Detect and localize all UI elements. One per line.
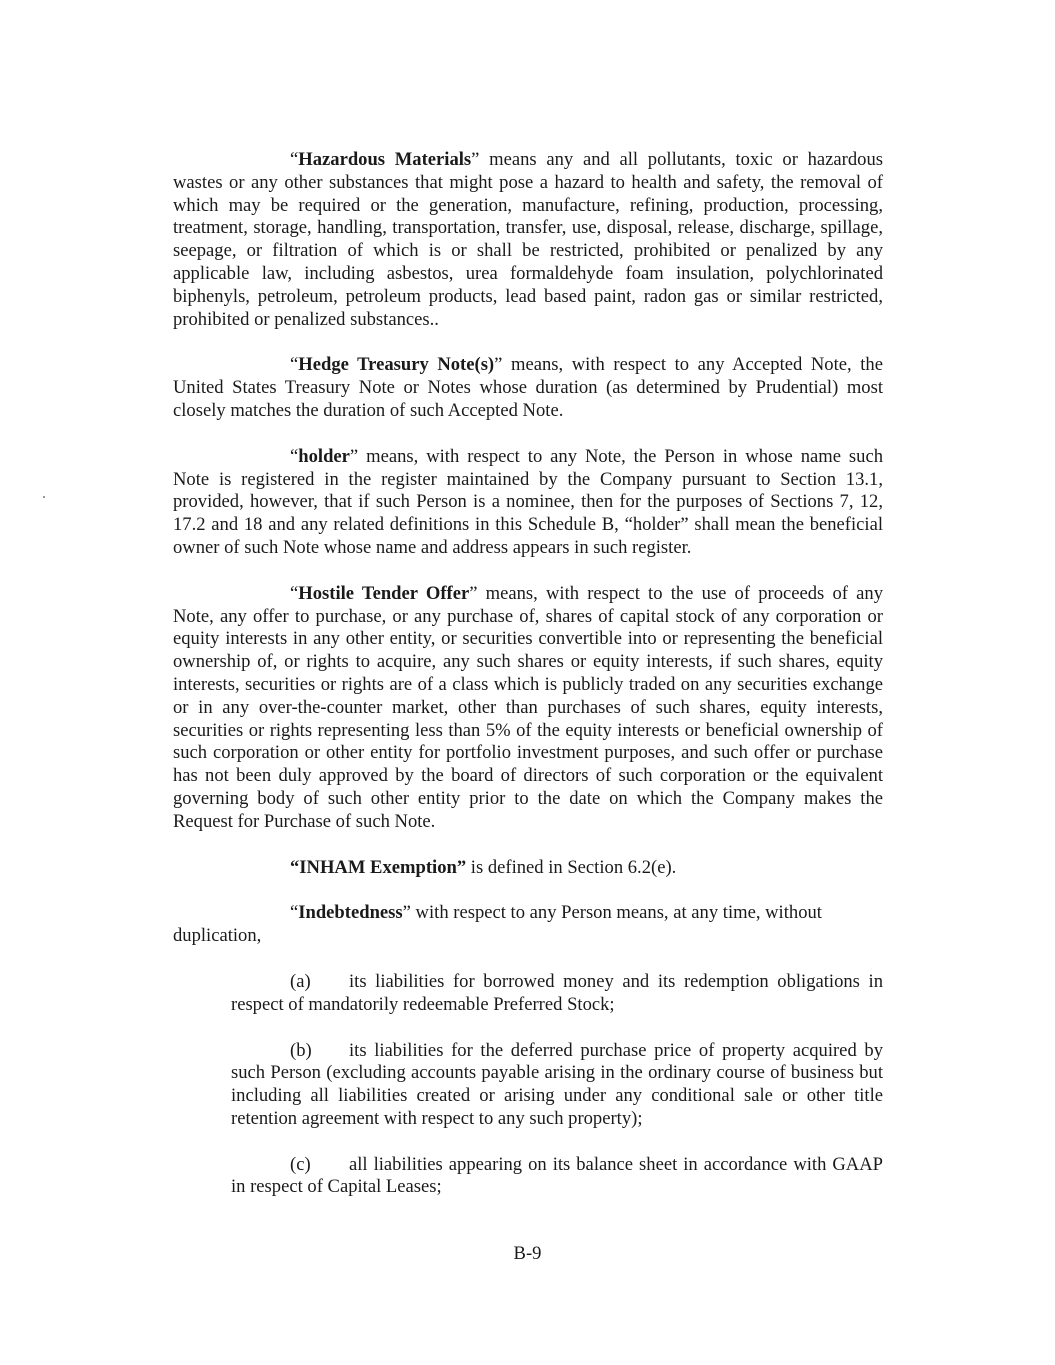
term-holder: holder (298, 445, 350, 467)
definition-inham-exemption (173, 857, 883, 880)
subclause-c (231, 1154, 883, 1200)
subclause-text-a: its liabilities for borrowed money and its redemption obligations in respect of mandatorily redeemable Preferred Stock; (231, 970, 883, 1015)
term-hedge-treasury-notes: Hedge Treasury Note(s) (298, 354, 495, 376)
definition-holder: “holder” means, with respect to any Note, the Person in whose name such Note is registered in the register maintained by the Company pursuant to Section 13.1, provided, however, that if such Person is a nominee, then for the purposes of Sections 7, 12, 17.2 and 18 and any related definitions in this Schedule B, “holder” shall mean the beneficial owner of such Note whose name and address appears in such register. (173, 445, 883, 558)
subclause-text-b: its liabilities for the deferred purchase price of property acquired by such Person (excluding accounts payable arising in the ordinary course of business but including all liabilities created or arising under any conditional sale or other title retention agreement with respect to any such property); (231, 1039, 883, 1129)
term-hostile-tender-offer: Hostile Tender Offer (298, 582, 470, 604)
definition-body-indebtedness: with respect to any Person means, at any time, without (410, 902, 822, 924)
definition-body-hostile-tender-offer: means, with respect to the use of proceeds of any Note, any offer to purchase, or any purchase of, shares of capital stock of any corporation or equity interests in any other entity, or securities convertible into or representing the beneficial ownership of, or rights to acquire, any such shares or equity interests, if such shares, equity interests, securities or rights are of a class which is publicly traded on any securities exchange or in any over-the-counter market, other than purchases of such shares, equity interests, securities or rights representing less than 5% of the equity interests or beneficial ownership of such corporation or other entity for portfolio investment purposes, and such offer or purchase has not been duly approved by the board of directors of such corporation or the equivalent governing body of such other entity prior to the date on which the Company makes the Request for Purchase of such Note. (173, 582, 883, 832)
subclause-a (231, 971, 883, 1017)
definition-body-inham-exemption: is defined in Section 6.2(e). (466, 856, 677, 878)
indebtedness-lead: “Indebtedness” with respect to any Person means, at any time, without (290, 902, 822, 924)
term-indebtedness: Indebtedness (298, 902, 403, 924)
definition-hostile-tender-offer: “Hostile Tender Offer” means, with respect to the use of proceeds of any Note, any offer to purchase, or any purchase of, shares of capital stock of any corporation or equity interests in any other entity, or securities convertible into or representing the beneficial ownership of, or rights to acquire, any such shares or equity interests, if such shares, equity interests, securities or rights are of a class which is publicly traded on any securities exchange or in any over-the-counter market, other than purchases of such shares, equity interests, securities or rights representing less than 5% of the equity interests or beneficial ownership of such corporation or other entity for portfolio investment purposes, and such offer or purchase has not been duly approved by the board of directors of such corporation or the equivalent governing body of such other entity prior to the date on which the Company makes the Request for Purchase of such Note. (173, 582, 883, 832)
definition-body-hazardous-materials: means any and all pollutants, toxic or hazardous wastes or any other substances that might pose a hazard to health and safety, the removal of which may be required or the generation, manufacture, refining, production, processing, treatment, storage, handling, transportation, transfer, use, disposal, release, discharge, spillage, seepage, or filtration of which is or shall be restricted, prohibited or penalized by any applicable law, including asbestos, urea formaldehyde foam insulation, polychlorinated biphenyls, petroleum, petroleum products, lead based paint, radon gas or similar restricted, prohibited or penalized substances.. (173, 149, 883, 330)
page-number: B-9 (513, 1243, 542, 1264)
subclause-text-c: all liabilities appearing on its balance sheet in accordance with GAAP in respect of Capital Leases; (231, 1153, 883, 1198)
definition-indebtedness (173, 902, 883, 948)
scan-speck (43, 496, 45, 498)
subclause-marker-c: (c) (290, 1153, 311, 1175)
indebtedness-continuation: duplication, (173, 925, 262, 947)
subclause-b (231, 1040, 883, 1131)
definition-hazardous-materials: “Hazardous Materials” means any and all pollutants, toxic or hazardous wastes or any other substances that might pose a hazard to health and safety, the removal of which may be required or the generation, manufacture, refining, production, processing, treatment, storage, handling, transportation, transfer, use, disposal, release, discharge, spillage, seepage, or filtration of which is or shall be restricted, prohibited or penalized by any applicable law, including asbestos, urea formaldehyde foam insulation, polychlorinated biphenyls, petroleum, petroleum products, lead based paint, radon gas or similar restricted, prohibited or penalized substances.. (173, 149, 883, 330)
definition-body-holder: means, with respect to any Note, the Person in whose name such Note is registered in the register maintained by the Company pursuant to Section 13.1, provided, however, that if such Person is a nominee, then for the purposes of Sections 7, 12, 17.2 and 18 and any related definitions in this Schedule B, “holder” shall mean the beneficial owner of such Note whose name and address appears in such register. (173, 445, 883, 558)
definition-body-hedge-treasury-notes: means, with respect to any Accepted Note, the United States Treasury Note or Notes whose duration (as determined by Prudential) most closely matches the duration of such Accepted Note. (173, 354, 883, 421)
definition-hedge-treasury-notes: “Hedge Treasury Note(s)” means, with respect to any Accepted Note, the United States Treasury Note or Notes whose duration (as determined by Prudential) most closely matches the duration of such Accepted Note. (173, 354, 883, 421)
document-page (173, 149, 883, 1222)
subclause-marker-a: (a) (290, 970, 311, 992)
term-inham-exemption: “INHAM Exemption” (290, 856, 467, 878)
subclause-marker-b: (b) (290, 1039, 312, 1061)
term-hazardous-materials: Hazardous Materials (298, 149, 472, 170)
